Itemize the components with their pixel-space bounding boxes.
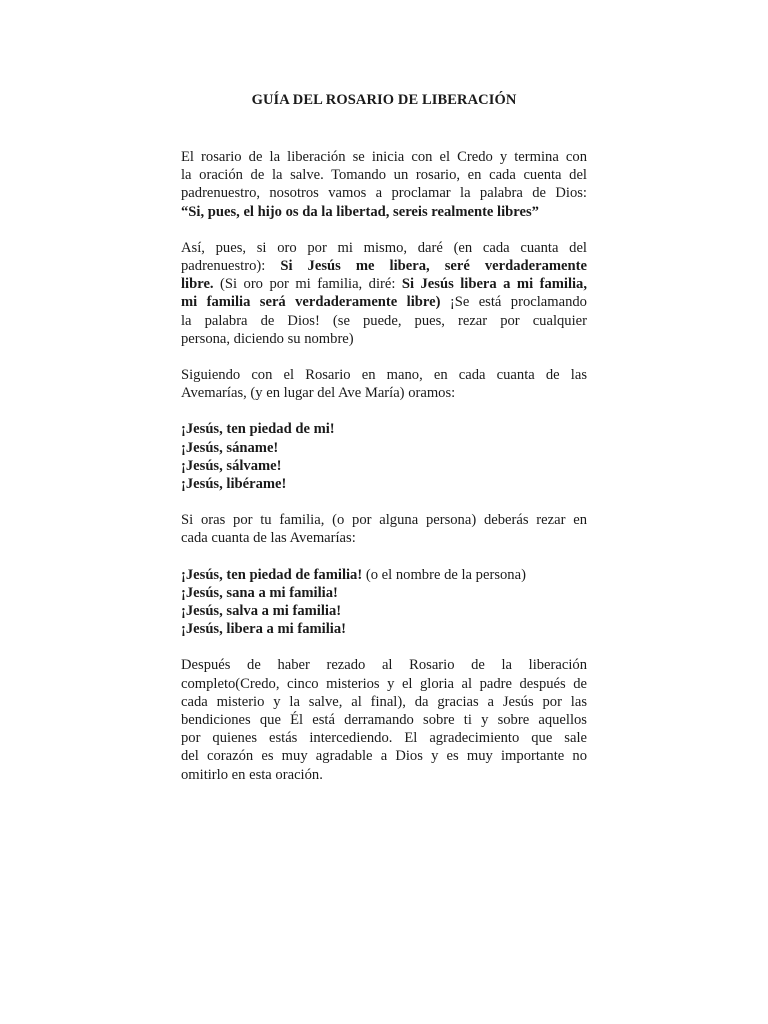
self-prayer-line bbox=[181, 257, 587, 275]
bold-text: Si Jesús me libera, seré verdaderamente bbox=[280, 258, 587, 275]
prayer-text: ¡Jesús, sálvame! bbox=[181, 457, 282, 474]
avemaria-line: Siguiendo con el Rosario en mano, en cada cuanta de las bbox=[181, 367, 587, 384]
bold-text: libre. bbox=[181, 276, 214, 293]
prayer-text: ¡Jesús, sana a mi familia! bbox=[181, 584, 338, 601]
prayer-item bbox=[181, 475, 587, 493]
family-paragraph bbox=[181, 511, 587, 547]
avemaria-paragraph bbox=[181, 366, 587, 402]
family-line: cada cuanta de las Avemarías: bbox=[181, 530, 356, 547]
prayer-list-self bbox=[181, 420, 587, 493]
scripture-quote bbox=[181, 203, 587, 221]
prayer-item bbox=[181, 602, 587, 620]
closing-line: por quienes estás intercediendo. El agradecimiento que sale bbox=[181, 730, 587, 747]
closing-line: bendiciones que Él está derramando sobre ti y sobre aquellos bbox=[181, 712, 587, 729]
prayer-text: ¡Jesús, libérame! bbox=[181, 476, 287, 493]
prayer-text: ¡Jesús, sáname! bbox=[181, 439, 279, 456]
prayer-text: ¡Jesús, salva a mi familia! bbox=[181, 603, 342, 620]
text-span: (Si oro por mi familia, diré: bbox=[213, 276, 402, 293]
self-prayer-line bbox=[181, 275, 587, 293]
text-span: padrenuestro): bbox=[181, 258, 266, 275]
closing-line: Después de haber rezado al Rosario de la liberación bbox=[181, 657, 587, 674]
document-title: GUÍA DEL ROSARIO DE LIBERACIÓN bbox=[251, 92, 517, 108]
scripture-quote-text: “Si, pues, el hijo os da la libertad, sereis realmente libres” bbox=[181, 203, 539, 220]
intro-line: El rosario de la liberación se inicia con el Credo y termina con bbox=[181, 149, 587, 165]
text-span: ¡Se está proclamando bbox=[440, 294, 587, 311]
intro-paragraph bbox=[181, 148, 587, 221]
prayer-text: ¡Jesús, ten piedad de familia! bbox=[181, 566, 363, 583]
prayer-text: ¡Jesús, libera a mi familia! bbox=[181, 621, 346, 638]
self-prayer-line: la palabra de Dios! (se puede, pues, rezar por cualquier bbox=[181, 312, 587, 329]
self-prayer-paragraph bbox=[181, 239, 587, 348]
document-body bbox=[181, 148, 587, 802]
prayer-item bbox=[181, 420, 587, 438]
self-prayer-line: Así, pues, si oro por mi mismo, daré (en cada cuanta del bbox=[181, 239, 587, 256]
prayer-item bbox=[181, 439, 587, 457]
self-prayer-line bbox=[181, 293, 587, 311]
prayer-item bbox=[181, 620, 587, 638]
prayer-note: (o el nombre de la persona) bbox=[362, 566, 526, 583]
prayer-list-family bbox=[181, 566, 587, 639]
closing-line: omitirlo en esta oración. bbox=[181, 766, 323, 783]
family-line: Si oras por tu familia, (o por alguna persona) deberás rezar en bbox=[181, 512, 587, 529]
self-prayer-line: persona, diciendo su nombre) bbox=[181, 330, 354, 347]
prayer-item bbox=[181, 566, 587, 584]
prayer-item bbox=[181, 584, 587, 602]
closing-line: completo(Credo, cinco misterios y el gloria al padre después de bbox=[181, 675, 587, 692]
intro-line: la oración de la salve. Tomando un rosario, en cada cuenta del bbox=[181, 167, 587, 184]
bold-text: Si Jesús libera a mi familia, bbox=[401, 276, 588, 293]
avemaria-line: Avemarías, (y en lugar del Ave María) oramos: bbox=[181, 385, 456, 402]
intro-line: padrenuestro, nosotros vamos a proclamar la palabra de Dios: bbox=[181, 185, 587, 202]
closing-paragraph bbox=[181, 656, 587, 783]
prayer-text: ¡Jesús, ten piedad de mi! bbox=[181, 421, 335, 438]
prayer-item bbox=[181, 457, 587, 475]
bold-text: mi familia será verdaderamente libre) bbox=[181, 294, 441, 311]
closing-line: del corazón es muy agradable a Dios y es muy importante no bbox=[181, 748, 587, 765]
closing-line: cada misterio y la salve, al final), da gracias a Jesús por las bbox=[181, 693, 587, 710]
